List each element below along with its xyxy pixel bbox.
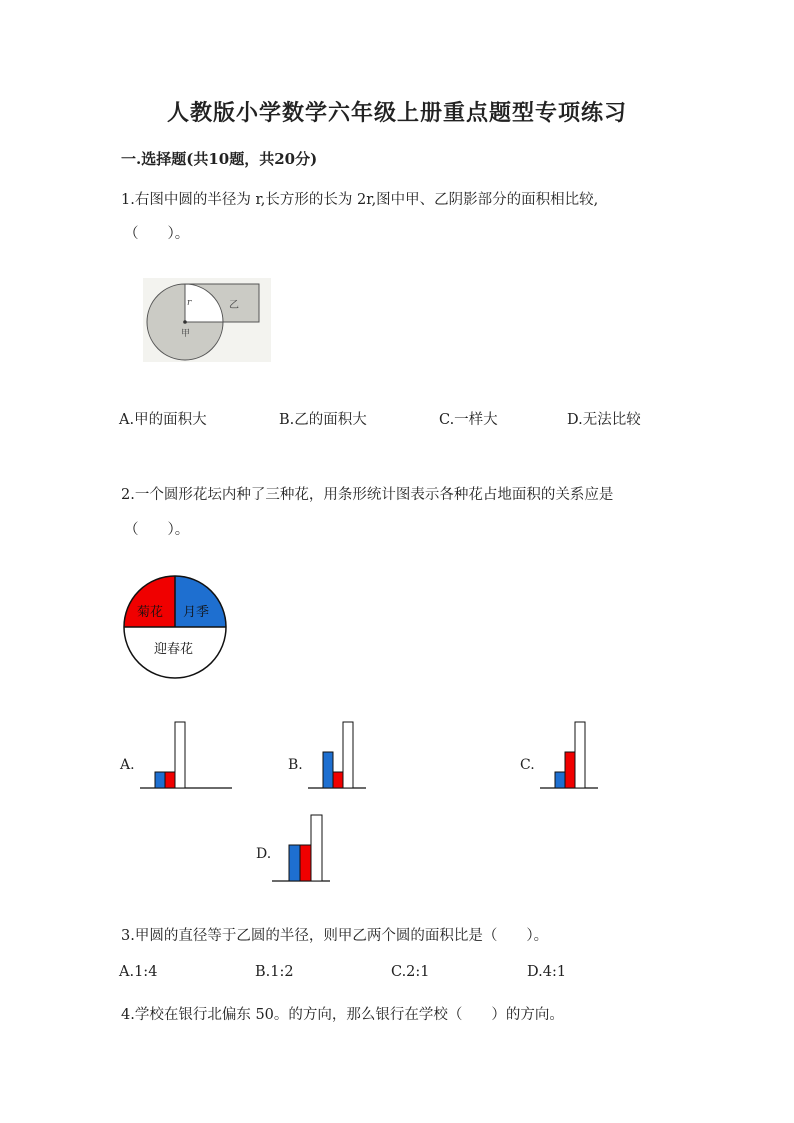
- bar-white: [343, 722, 353, 788]
- page-title: 人教版小学数学六年级上册重点题型专项练习: [166, 100, 627, 126]
- pie-label-yingchunhua: 迎春花: [154, 642, 194, 657]
- q3-option-b[interactable]: B.1:2: [255, 964, 294, 980]
- q2-text-line1: 2.一个圆形花坛内种了三种花，用条形统计图表示各种花占地面积的关系应是: [121, 487, 614, 503]
- q1-label-r: r: [187, 298, 192, 308]
- bar-white: [575, 722, 585, 788]
- pie-label-juhua: 菊花: [137, 605, 164, 620]
- q1-label-jia: 甲: [181, 329, 191, 339]
- q3-text: 3.甲圆的直径等于乙圆的半径，则甲乙两个圆的面积比是（ ）。: [121, 928, 549, 944]
- q1-label-yi: 乙: [229, 300, 239, 311]
- q3-option-d[interactable]: D.4:1: [527, 964, 567, 980]
- bar-blue: [323, 752, 333, 788]
- q4-text: 4.学校在银行北偏东 50。的方向，那么银行在学校（ ）的方向。: [121, 1007, 564, 1023]
- q1-option-a[interactable]: A.甲的面积大: [119, 412, 207, 428]
- q1-figure: [143, 278, 271, 362]
- bar-white: [311, 815, 322, 881]
- q3-option-c[interactable]: C.2:1: [391, 964, 430, 980]
- q2-option-b[interactable]: B.: [288, 757, 303, 773]
- q1-option-d[interactable]: D.无法比较: [567, 412, 641, 428]
- bar-red: [300, 845, 311, 881]
- q1-option-c[interactable]: C.一样大: [439, 412, 498, 428]
- bar-red: [333, 772, 343, 788]
- q2-option-c[interactable]: C.: [520, 757, 535, 773]
- q2-option-d-chart: [272, 813, 372, 883]
- q2-option-d[interactable]: D.: [256, 846, 272, 862]
- section-heading: 一.选择题(共10题，共20分): [121, 150, 318, 168]
- bar-red: [565, 752, 575, 788]
- bar-blue: [155, 772, 165, 788]
- pie-label-yueji: 月季: [183, 605, 210, 620]
- q2-option-b-chart: [308, 720, 408, 790]
- q1-center-dot: [183, 320, 187, 324]
- bar-white: [175, 722, 185, 788]
- q2-option-a-chart: [140, 720, 240, 790]
- q1-text-line1: 1.右图中圆的半径为 r,长方形的长为 2r,图中甲、乙阴影部分的面积相比较,: [121, 192, 599, 208]
- bar-blue: [555, 772, 565, 788]
- q1-text-line2: （ ）。: [124, 226, 190, 242]
- q3-option-a[interactable]: A.1:4: [119, 964, 158, 980]
- q2-option-c-chart: [540, 720, 640, 790]
- q2-option-a[interactable]: A.: [120, 757, 135, 773]
- bar-red: [165, 772, 175, 788]
- q2-pie-figure: [122, 574, 228, 680]
- bar-blue: [289, 845, 300, 881]
- q1-option-b[interactable]: B.乙的面积大: [279, 412, 367, 428]
- q2-text-line2: （ ）。: [124, 522, 190, 538]
